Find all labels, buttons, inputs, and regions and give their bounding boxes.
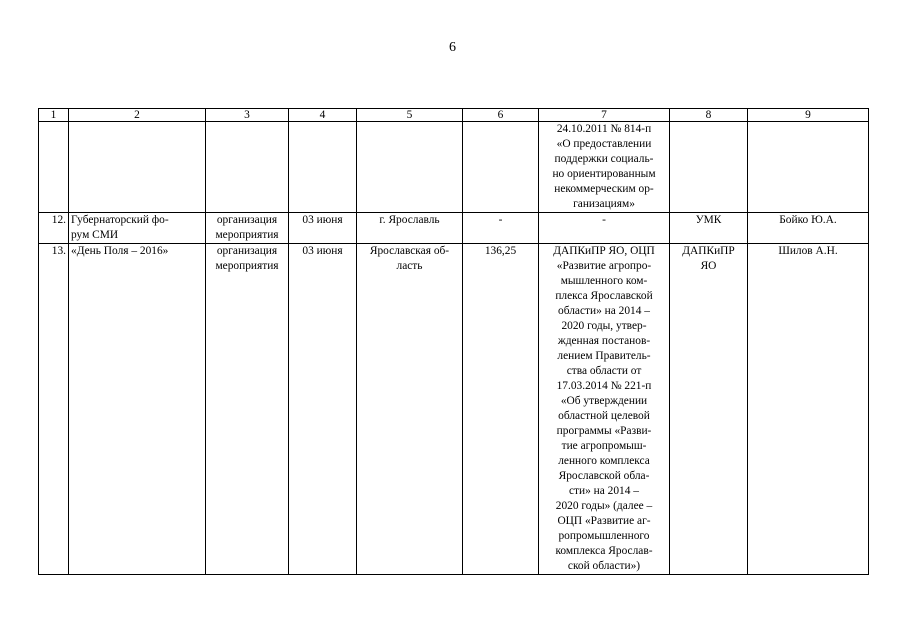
event-date-text: 03 июня	[302, 214, 343, 226]
event-amount-cell	[463, 122, 539, 213]
event-basis-line: программы «Разви-	[556, 425, 652, 437]
event-type-cell	[206, 244, 289, 575]
header-row	[39, 109, 869, 122]
event-basis-line: ДАПКиПР ЯО, ОЦП	[553, 245, 655, 257]
event-basis-line: ской области»)	[567, 560, 641, 572]
header-col-1: 1	[39, 109, 69, 122]
header-col-5: 5	[357, 109, 463, 122]
event-name-cell	[69, 213, 206, 244]
event-type-line: организация	[216, 245, 278, 257]
event-name-line: рум СМИ	[71, 229, 119, 241]
header-col-4: 4	[289, 109, 357, 122]
header-col-3: 3	[206, 109, 289, 122]
header-col-8: 8	[670, 109, 748, 122]
event-executor-line: УМК	[695, 214, 722, 226]
event-basis-line: поддержки социаль-	[554, 153, 654, 165]
table-row	[39, 122, 869, 213]
event-date-cell	[289, 122, 357, 213]
event-basis-line: 2020 годы» (далее –	[555, 500, 653, 512]
header-col-7: 7	[539, 109, 670, 122]
event-basis-cell	[539, 244, 670, 575]
event-name-line: Губернаторский фо-	[71, 214, 169, 226]
event-date-cell	[289, 213, 357, 244]
event-basis-line: ства области от	[566, 365, 642, 377]
events-table	[38, 108, 869, 575]
event-amount-text: 136,25	[484, 245, 517, 257]
event-basis-line: ОЦП «Развитие аг-	[557, 515, 651, 527]
event-basis-cell	[539, 122, 670, 213]
event-place-line: ласть	[396, 260, 423, 272]
event-name-line: «День Поля – 2016»	[71, 245, 169, 257]
event-basis-line: плекса Ярославской	[555, 290, 653, 302]
event-basis-line: ропромышленного	[558, 530, 650, 542]
event-basis-line: некоммерческим ор-	[554, 183, 654, 195]
event-type-cell	[206, 213, 289, 244]
event-basis-line: ленного комплекса	[558, 455, 650, 467]
page-number: 6	[449, 40, 456, 55]
event-basis-line: -	[602, 214, 606, 226]
event-basis-line: но ориентированным	[552, 168, 656, 180]
event-executor-cell	[670, 244, 748, 575]
event-basis-line: лением Правитель-	[557, 350, 651, 362]
header-col-6: 6	[463, 109, 539, 122]
event-name-cell	[69, 244, 206, 575]
event-date-text: 03 июня	[302, 245, 343, 257]
event-basis-line: Ярославской обла-	[558, 470, 650, 482]
event-basis-line: «Об утверждении	[560, 395, 648, 407]
event-basis-line: 2020 годы, утвер-	[561, 320, 647, 332]
event-basis-line: «Развитие агропро-	[556, 260, 652, 272]
event-basis-line: сти» на 2014 –	[569, 485, 639, 497]
row-number-cell	[39, 213, 69, 244]
event-place-cell	[357, 244, 463, 575]
event-responsible-text: Бойко Ю.А.	[779, 214, 837, 226]
event-place-cell	[357, 122, 463, 213]
event-basis-line: жденная постанов-	[557, 335, 651, 347]
event-responsible-text: Шилов А.Н.	[778, 245, 838, 257]
row-number-text: 12.	[51, 214, 66, 226]
event-responsible-cell	[748, 244, 869, 575]
event-executor-line: ДАПКиПР	[682, 245, 735, 257]
row-number-cell	[39, 244, 69, 575]
event-place-line: г. Ярославль	[379, 214, 440, 226]
event-executor-cell	[670, 213, 748, 244]
row-number-text: 13.	[51, 245, 66, 257]
event-type-line: организация	[216, 214, 278, 226]
table-row	[39, 213, 869, 244]
event-type-line: мероприятия	[215, 260, 279, 272]
row-number-cell	[39, 122, 69, 213]
event-basis-line: 17.03.2014 № 221-п	[556, 380, 652, 392]
event-executor-cell	[670, 122, 748, 213]
event-type-cell	[206, 122, 289, 213]
event-amount-text: -	[498, 214, 503, 226]
event-name-cell	[69, 122, 206, 213]
event-basis-line: 24.10.2011 № 814-п	[556, 123, 652, 135]
event-date-cell	[289, 244, 357, 575]
table-row	[39, 244, 869, 575]
header-col-2: 2	[69, 109, 206, 122]
event-basis-line: «О предоставлении	[556, 138, 652, 150]
event-responsible-cell	[748, 122, 869, 213]
event-responsible-cell	[748, 213, 869, 244]
event-basis-line: области» на 2014 –	[558, 305, 650, 317]
event-basis-line: тие агропромыш-	[561, 440, 647, 452]
event-basis-line: мышленного ком-	[560, 275, 648, 287]
event-amount-cell	[463, 244, 539, 575]
header-col-9: 9	[748, 109, 869, 122]
event-basis-line: областной целевой	[558, 410, 650, 422]
event-amount-cell	[463, 213, 539, 244]
event-basis-line: комплекса Ярослав-	[555, 545, 653, 557]
event-basis-line: ганизациям»	[573, 198, 635, 210]
event-place-cell	[357, 213, 463, 244]
event-place-line: Ярославская об-	[369, 245, 450, 257]
event-basis-cell	[539, 213, 670, 244]
event-type-line: мероприятия	[215, 229, 279, 241]
event-executor-line: ЯО	[700, 260, 717, 272]
